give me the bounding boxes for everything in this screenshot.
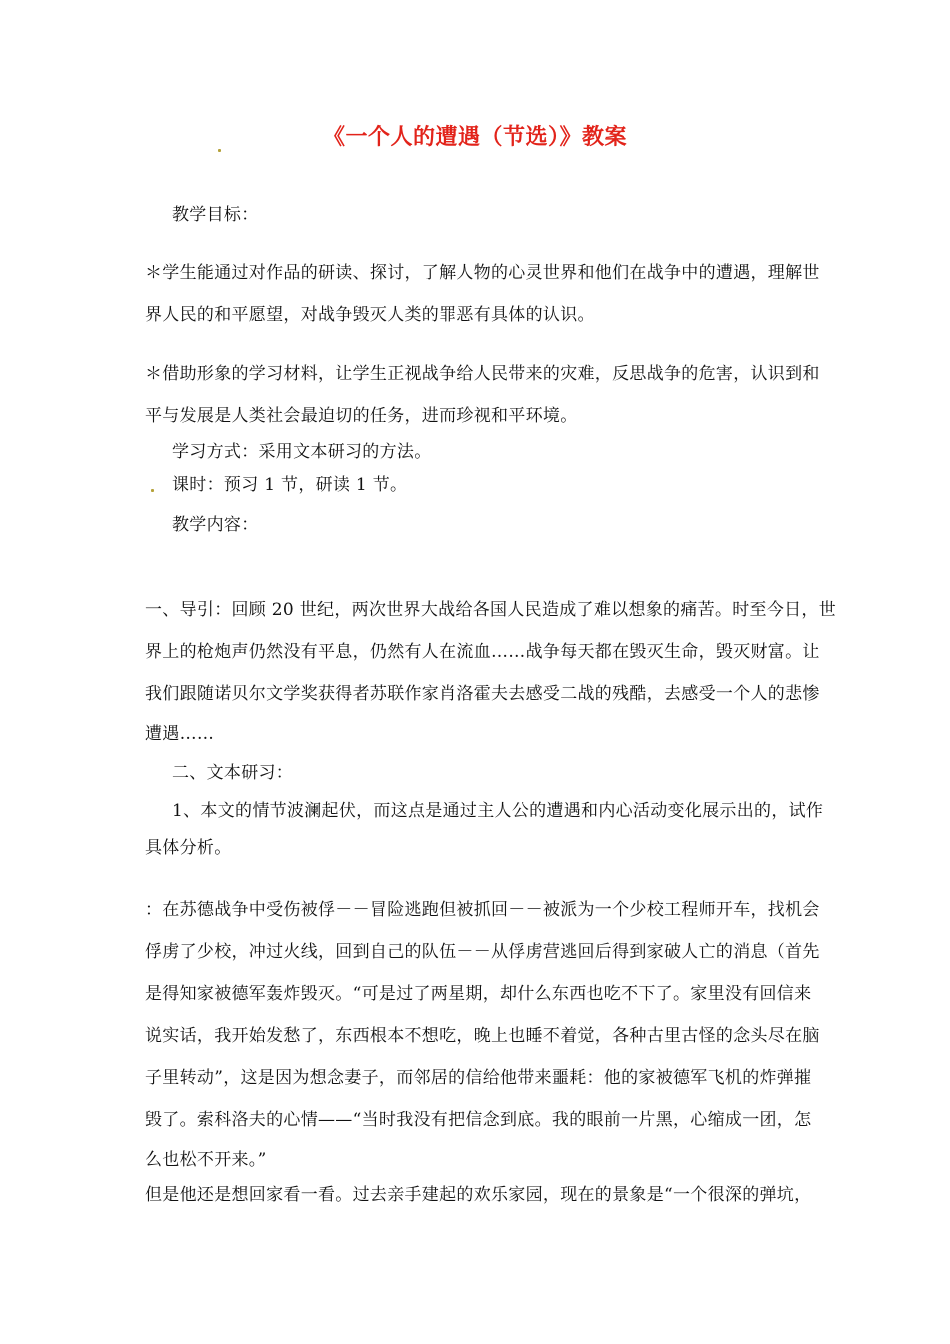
- text-line: 课时：预习 1 节，研读 1 节。: [172, 475, 408, 495]
- text-line: 么也松不开来。”: [145, 1150, 267, 1170]
- text-line: 说实话，我开始发愁了，东西根本不想吃，晚上也睡不着觉，各种古里古怪的念头尽在脑: [145, 1026, 820, 1046]
- text-line: 毁了。索科洛夫的心情——“当时我没有把信念到底。我的眼前一片黑，心缩成一团，怎: [145, 1110, 812, 1130]
- text-line: ＊学生能通过对作品的研读、探讨，了解人物的心灵世界和他们在战争中的遭遇，理解世: [145, 263, 820, 283]
- text-line: 一、导引：回顾 20 世纪，两次世界大战给各国人民造成了难以想象的痛苦。时至今日，世: [145, 600, 837, 620]
- text-line: 我们跟随诺贝尔文学奖获得者苏联作家肖洛霍夫去感受二战的残酷，去感受一个人的悲惨: [145, 684, 820, 704]
- text-line: 二、文本研习：: [172, 763, 294, 783]
- text-line: 子里转动”，这是因为想念妻子，而邻居的信给他带来噩耗：他的家被德军飞机的炸弹摧: [145, 1068, 812, 1088]
- scan-speck: [218, 149, 221, 152]
- text-line: 教学目标：: [172, 205, 259, 225]
- text-line: ：在苏德战争中受伤被俘－－冒险逃跑但被抓回－－被派为一个少校工程师开车，找机会: [145, 900, 820, 920]
- text-line: 界上的枪炮声仍然没有平息，仍然有人在流血……战争每天都在毁灭生命，毁灭财富。让: [145, 642, 820, 662]
- scan-speck: [151, 489, 154, 492]
- text-line: 平与发展是人类社会最迫切的任务，进而珍视和平环境。: [145, 406, 578, 426]
- text-line: 具体分析。: [145, 838, 232, 858]
- text-line: 学习方式：采用文本研习的方法。: [172, 442, 432, 462]
- text-line: 1、本文的情节波澜起伏，而这点是通过主人公的遭遇和内心活动变化展示出的，试作: [172, 801, 824, 821]
- text-line: 但是他还是想回家看一看。过去亲手建起的欢乐家园，现在的景象是“一个很深的弹坑，: [145, 1185, 812, 1205]
- text-line: 俘虏了少校，冲过火线，回到自己的队伍－－从俘虏营逃回后得到家破人亡的消息（首先: [145, 942, 820, 962]
- text-line: 教学内容：: [172, 515, 259, 535]
- text-line: 界人民的和平愿望，对战争毁灭人类的罪恶有具体的认识。: [145, 305, 595, 325]
- text-line: ＊借助形象的学习材料，让学生正视战争给人民带来的灾难，反思战争的危害，认识到和: [145, 364, 820, 384]
- text-line: 是得知家被德军轰炸毁灭。“可是过了两星期，却什么东西也吃不下了。家里没有回信来: [145, 984, 812, 1004]
- document-title: 《一个人的遭遇（节选）》教案: [322, 125, 627, 150]
- text-line: 遭遇……: [145, 724, 215, 744]
